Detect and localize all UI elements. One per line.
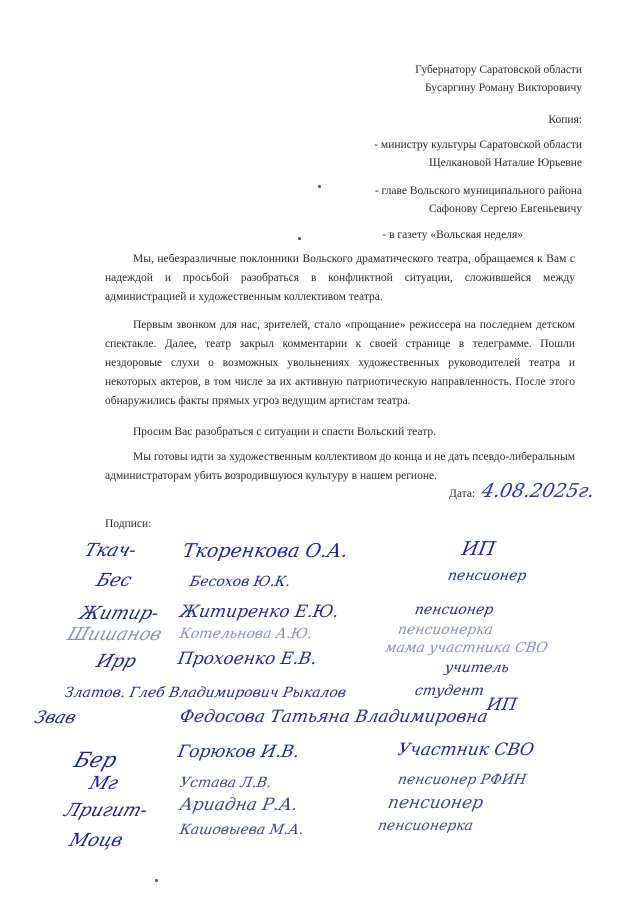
recipient-copy2-line1: - главе Вольского муниципального района <box>374 185 582 197</box>
date-label: Дата: <box>449 488 476 500</box>
signer-status: студент <box>413 683 486 699</box>
signer-name: Горюков И.В. <box>176 742 301 762</box>
signature: Шишанов <box>64 624 165 645</box>
signer-status: пенсионер РФИН <box>396 772 528 788</box>
recipient-copy1-line2: Щелкановой Наталие Юрьевне <box>429 157 582 169</box>
signer-status: учитель <box>443 660 511 676</box>
body-paragraph-3: Просим Вас разобраться с ситуации и спасти Вольский театр. <box>133 426 436 438</box>
speck <box>155 879 158 882</box>
recipient-copy2-line2: Сафонову Сергею Евгеньевичу <box>428 203 582 215</box>
signer-name: Кашовыева М.А. <box>178 822 305 838</box>
signer-status: пенсионер <box>413 602 495 618</box>
body-paragraph-1: Мы, небезразличные поклонники Вольского драматического театра, обращаемся к Вам с надеждой и просьбой разобраться в конфликтной ситуации, сложившейся между администрацией и художественным коллективом театра. <box>105 253 575 303</box>
signer-status: мама участника СВО <box>383 640 549 656</box>
recipient-main-line1: Губернатору Саратовской области <box>415 64 582 76</box>
signer-status: пенсионер <box>386 793 485 813</box>
signatures-label: Подписи: <box>105 518 152 530</box>
recipient-copy3: - в газету «Вольская неделя» <box>382 229 523 241</box>
signature: Житир- <box>76 603 162 624</box>
signature: Звав <box>31 708 79 728</box>
signature: Мг <box>86 773 121 794</box>
signer-name: Бесохов Ю.К. <box>188 574 292 590</box>
signer-name: Ариадна Р.А. <box>178 795 300 815</box>
date-handwritten: 4.08.2025г. <box>479 480 597 502</box>
signer-status: ИП <box>460 538 498 560</box>
signature: Лригит- <box>61 800 151 821</box>
signer-name: Ткоренкова О.А. <box>181 540 350 562</box>
signer-name: Устава Л.В. <box>178 775 273 791</box>
signature: Ткач- <box>81 540 140 561</box>
signer-name: Котельнова А.Ю. <box>178 626 314 642</box>
signer-name: Златов. Глеб Владимирович Рыкалов <box>63 685 348 701</box>
signer-status: пенсионерка <box>396 622 495 638</box>
speck <box>318 185 321 188</box>
signature: Бер <box>71 748 121 772</box>
signature: Бес <box>93 570 135 591</box>
signer-status: пенсионерка <box>376 818 475 834</box>
recipient-copy1-line1: - министру культуры Саратовской области <box>374 139 582 151</box>
signer-name: Житиренко Е.Ю. <box>178 602 341 622</box>
signer-name: Федосова Татьяна Владимировна <box>178 707 490 727</box>
signer-status: пенсионер <box>446 568 528 584</box>
body-paragraph-4: Мы готовы идти за художественным коллективом до конца и не дать псевдо-либеральным администраторам убить возродившуюся культуру в нашем регионе. <box>105 451 575 482</box>
recipient-main-line2: Бусаргину Роману Викторовичу <box>424 82 582 94</box>
signer-name: Прохоенко Е.В. <box>176 649 319 669</box>
signer-status: Участник СВО <box>396 740 536 760</box>
copy-label: Копия: <box>548 114 582 126</box>
signer-status: ИП <box>485 695 519 715</box>
signature: Моцв <box>66 830 126 851</box>
body-paragraph-2: Первым звонком для нас, зрителей, стало «прощание» режиссера на последнем детском спектакле. Далее, театр закрыл комментарии к своей странице в телеграмме. Пошли нездоровые слухи о возможных увольнениях художественных руководителей театра и некоторых актеров, в том числе за их активную патриотическую направленность. После этого обнаружились факты прямых угроз ведущим артистам театра. <box>105 319 575 407</box>
speck <box>298 237 301 240</box>
signature: Ирр <box>93 651 140 672</box>
